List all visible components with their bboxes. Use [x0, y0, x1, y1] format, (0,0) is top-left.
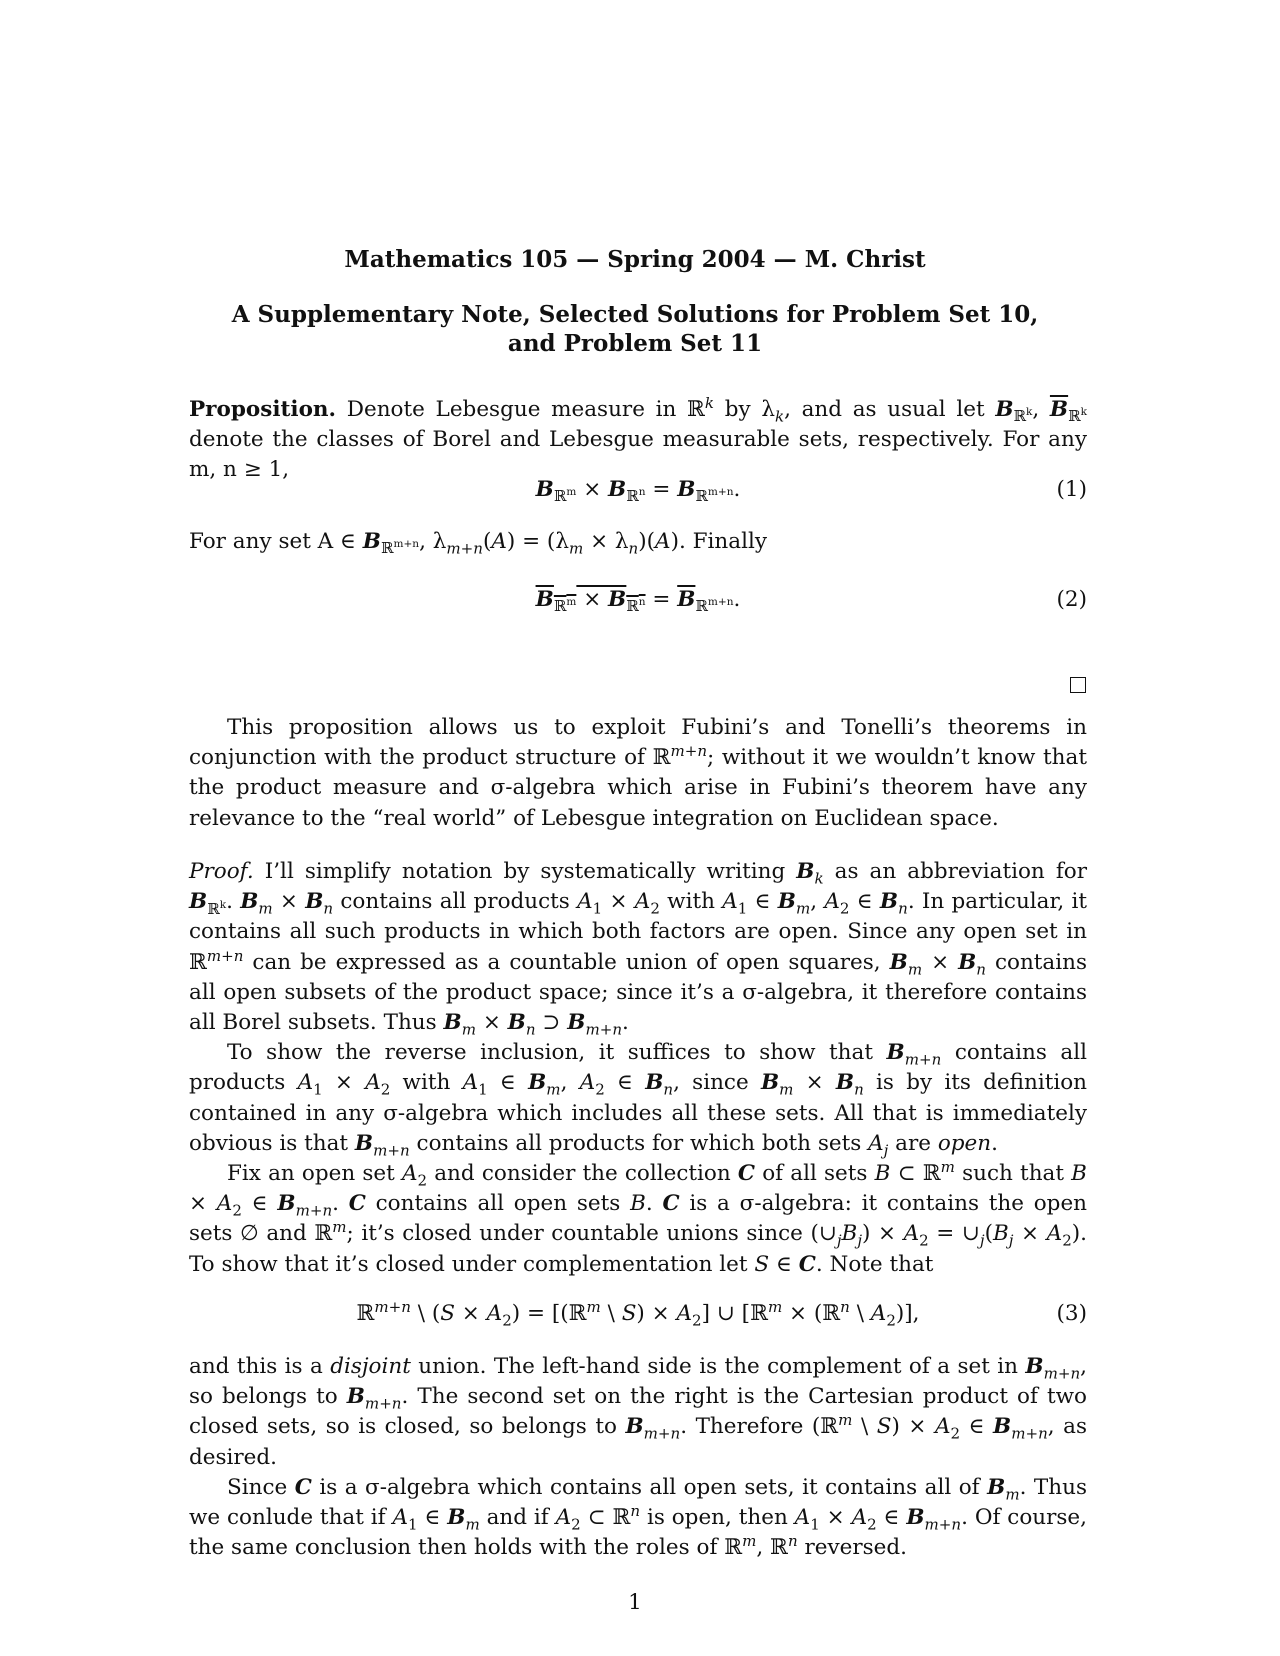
proposition-text-b: by λ	[724, 397, 775, 422]
note-title-line1: A Supplementary Note, Selected Solutions for Problem Set 10,	[231, 301, 1039, 328]
between-equations-text: For any set A ∈ $B_{ℝ^{m+n}}$, $\lambda_{m+n}(A) = (\lambda_m \times \lambda_n)(A)$. Finally	[189, 529, 767, 558]
between-text-b: . Finally	[678, 529, 767, 554]
note-title-line2: and Problem Set 11	[507, 330, 763, 357]
proposition-text-c: , and as usual let	[784, 397, 996, 422]
qed-box	[1070, 677, 1086, 693]
equation-3: ℝ$^{m+n}$ \ $(S \times A_2)$ = [(ℝ$^m$ \ $S) \times A_2$] ∪ [ℝ$^m$ × (ℝ$^n$ \ $A_2$)], (3)	[356, 1297, 1087, 1330]
remark-text: This proposition allows us to exploit Fubini’s and Tonelli’s theorems in conjunction with the product structure of ℝ	[189, 715, 1087, 771]
page-number: 1	[628, 1590, 642, 1615]
equation-2-number: (2)	[1056, 587, 1087, 612]
proposition-text-a: Denote Lebesgue measure in ℝ	[346, 397, 705, 422]
course-header: Mathematics 105 — Spring 2004 — M. Christ	[344, 246, 926, 273]
proof-section: Proof. I’ll simplify notation by systematically writing $B_k$ as an abbreviation for $B_{ℝ^k}$. $B_m \times B_n$ contains all products $A_1 \times A_2$ with $A_1$ ∈ $B_m$, $A_2$ ∈ $B_n$. In particular, it contains all such products in which both factors are open. Since any open set in ℝ$^{m+n}$ can be expressed as a countable union of open squares, $B_m \times B_n$ contains all open subsets of the product space; since it’s a σ-algebra, it therefore contains all Borel subsets. Thus $B_m \times B_n$ ⊃ $B_{m+n}$. To show the reverse inclusion, it suffices to show that $B_{m+n}$ contains all products $A_1 \times A_2$ with $A_1$ ∈ $B_m$, $A_2$ ∈ $B_n$, since $B_m \times B_n$ is by its definition contained in any σ-algebra which includes all these sets. All that is immediately obvious is that $B_{m+n}$ contains all products for which both sets $A_j$ are open. Fix an open set $A_2$ and consider the collection C of all sets B ⊂ ℝ$^m$ such that $B \times A_2$ ∈ $B_{m+n}$. C contains all open sets B. C is a σ-algebra: it contains the open sets ∅ and ℝ$^m$; it’s closed under countable unions since $(\cup_jB_j) \times A_2$ = $\cup_j(B_j \times A_2)$. To show that it’s closed under complementation let S ∈ C. Note that	[189, 859, 1088, 1277]
remark-paragraph: This proposition allows us to exploit Fubini’s and Tonelli’s theorems in conjunction with the product structure of ℝ$^{m+n}$; without it we wouldn’t know that the product measure and σ-algebra which arise in Fubini’s theorem have any relevance to the “real world” of Lebesgue integration on Euclidean space.	[189, 715, 1087, 831]
proof-intro: I’ll simplify notation by systematically writing	[264, 859, 786, 884]
proof-continuation: and this is a disjoint union. The left-hand side is the complement of a set in $B_{m+n}$, so belongs to $B_{m+n}$. The second set on the right is the Cartesian product of two closed sets, so is closed, so belongs to $B_{m+n}$. Therefore (ℝ$^m$ \ $S) \times A_2$ ∈ $B_{m+n}$, as desired. Since C is a σ-algebra which contains all open sets, it contains all of $B_m$. Thus we conlude that if $A_1$ ∈ $B_m$ and if $A_2$ ⊂ ℝ$^n$ is open, then $A_1 \times A_2$ ∈ $B_{m+n}$. Of course, the same conclusion then holds with the roles of ℝ$^m$, ℝ$^n$ reversed.	[189, 1354, 1088, 1561]
equation-1: $B_{ℝ^m} \times B_{ℝ^n} = B_{ℝ^{m+n}}$. (1)	[189, 474, 1087, 506]
equation-1-number: (1)	[1056, 477, 1087, 502]
proposition-label: Proposition.	[189, 397, 337, 422]
proof-label: Proof.	[189, 859, 254, 884]
proposition-text-d: denote the classes of Borel and Lebesgue measurable sets, respectively. For any m, n ≥ 1,	[189, 427, 1087, 483]
proposition-paragraph: Proposition. Denote Lebesgue measure in ℝ$^k$ by $\lambda_k$, and as usual let $B_{ℝ^k}$, $\overline{B}_{ℝ^k}$ denote the classes of Borel and Lebesgue measurable sets, respectively. For any m, n ≥ 1,	[189, 393, 1087, 483]
equation-3-number: (3)	[1056, 1301, 1087, 1326]
equation-2: $B_{ℝ^m} \times B_{ℝ^n} = \overline{B}_{ℝ^{m+n}}$. (2)	[189, 584, 1087, 616]
between-text-a: For any set A ∈	[189, 529, 363, 554]
